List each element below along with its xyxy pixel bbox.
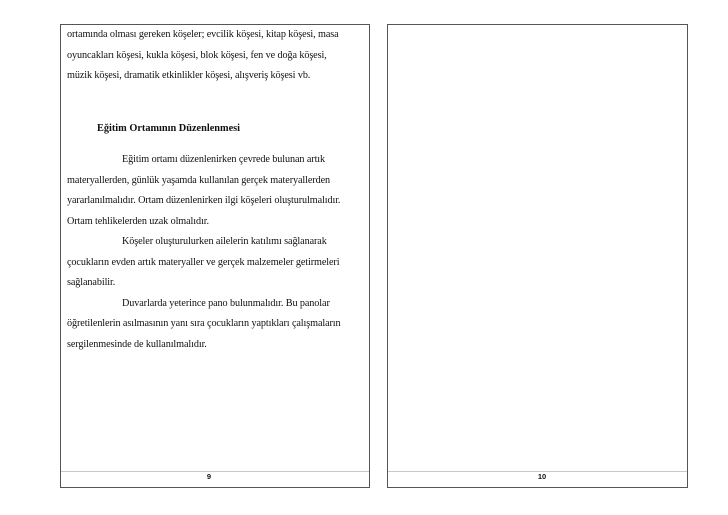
text-line: çocukların evden artık materyaller ve gerçek malzemeler getirmeleri: [67, 256, 340, 268]
text-line: sağlanabilir.: [67, 277, 116, 288]
left-page: [60, 24, 370, 488]
text-line: Duvarlarda yeterince pano bulunmalıdır. Bu panolar: [122, 297, 330, 309]
text-line: öğretilenlerin asılmasının yanı sıra çocukların yaptıkları çalışmaların: [67, 318, 341, 329]
text-line: materyallerden, günlük yaşamda kullanılan gerçek materyallerden: [67, 174, 330, 186]
text-line: sergilenmesinde de kullanılmalıdır.: [67, 338, 207, 350]
body-text: [67, 150, 365, 355]
text-line: Ortam tehlikelerden uzak olmalıdır.: [67, 215, 209, 227]
text-line: Eğitim ortamı düzenlenirken çevrede bulunan artık: [122, 154, 326, 165]
page-footer: [61, 471, 369, 487]
text-line: ortamında olması gereken köşeler; evcilik köşesi, kitap köşesi, masa: [67, 29, 339, 40]
page-number: 10: [530, 472, 554, 482]
text-line: yararlanılmalıdır. Ortam düzenlenirken ilgi köşeleri oluşturulmalıdır.: [67, 195, 341, 206]
intro-paragraph: [67, 25, 365, 87]
text-line: Köşeler oluşturulurken ailelerin katılımı sağlanarak: [122, 236, 327, 247]
section-heading: Eğitim Ortamının Düzenlenmesi: [97, 123, 241, 134]
page-footer: [388, 471, 687, 487]
text-line: müzik köşesi, dramatik etkinlikler köşesi, alışveriş köşesi vb.: [67, 70, 311, 81]
right-page: [387, 24, 688, 488]
text-line: oyuncakları köşesi, kukla köşesi, blok köşesi, fen ve doğa köşesi,: [67, 49, 327, 61]
page-number: 9: [197, 472, 221, 482]
